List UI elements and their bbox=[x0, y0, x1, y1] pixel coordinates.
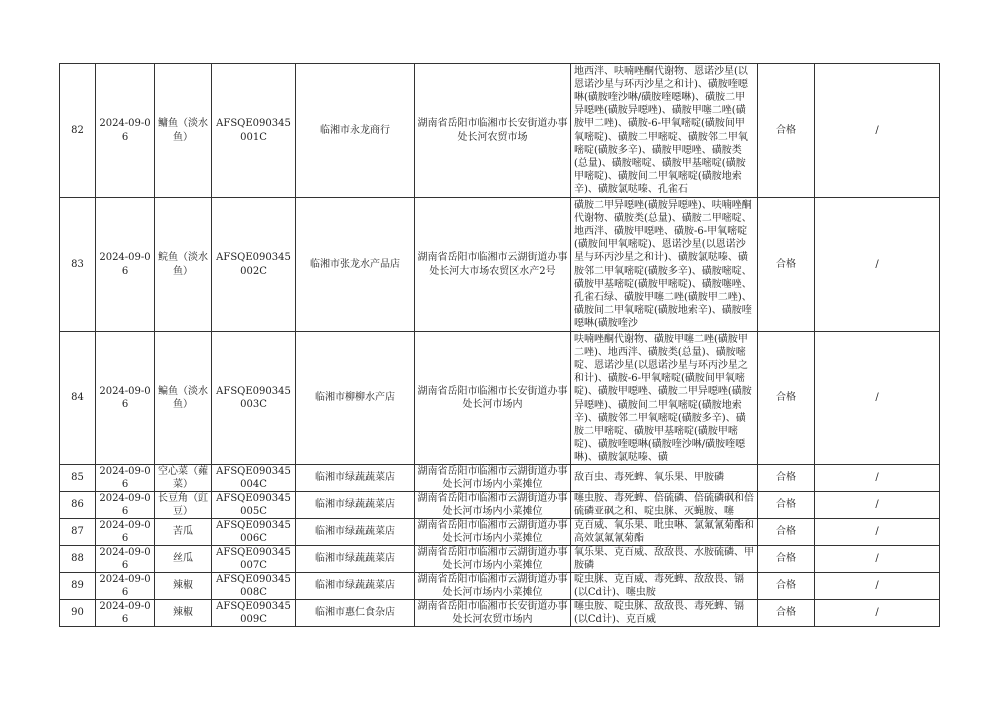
note-text: / bbox=[875, 124, 879, 136]
note-text: / bbox=[875, 580, 879, 592]
store-name-text: 临湘市绿蔬蔬菜店 bbox=[315, 472, 395, 484]
row-number-text: 86 bbox=[71, 499, 84, 511]
sample-date-text: 2024-09-06 bbox=[99, 252, 151, 277]
row-number-cell bbox=[60, 573, 96, 600]
sample-date-cell bbox=[96, 519, 155, 546]
row-number-text: 84 bbox=[71, 392, 84, 404]
sample-code-cell bbox=[212, 198, 296, 332]
sample-code-text: AFSQE090345001C bbox=[216, 118, 291, 143]
row-number-text: 83 bbox=[71, 258, 84, 270]
store-name-text: 临湘市柳柳水产店 bbox=[315, 392, 395, 404]
store-name-text: 临湘市张龙水产品店 bbox=[310, 258, 400, 270]
product-name-cell bbox=[155, 64, 212, 198]
sample-code-text: AFSQE090345009C bbox=[216, 601, 291, 626]
store-name-text: 临湘市永龙商行 bbox=[320, 124, 390, 136]
sample-date-cell bbox=[96, 573, 155, 600]
note-cell bbox=[815, 465, 940, 492]
test-items-text: 地西泮、呋喃唑酮代谢物、恩诺沙星(以恩诺沙星与环丙沙星之和计)、磺胺喹噁啉(磺胺喹沙啉/磺胺喹噁啉)、磺胺二甲异噁唑(磺胺异噁唑)、磺胺甲噻二唑(磺胺甲二唑)、磺胺-6-甲氧嘧啶(磺胺间甲氧嘧啶)、磺胺二甲嘧啶、磺胺邻二甲氧嘧啶(磺胺多辛)、磺胺甲噁唑、磺胺类(总量)、磺胺嘧啶、磺胺甲基嘧啶(磺胺甲嘧啶)、磺胺间二甲氧嘧啶(磺胺地索辛)、磺胺氯哒嗪、孔雀石 bbox=[574, 65, 748, 196]
sample-date-text: 2024-09-06 bbox=[99, 466, 151, 491]
sample-code-cell bbox=[212, 332, 296, 465]
product-name-cell bbox=[155, 492, 212, 519]
result-text: 合格 bbox=[776, 607, 796, 619]
product-name-cell bbox=[155, 600, 212, 627]
note-cell bbox=[815, 573, 940, 600]
test-items-text: 呋喃唑酮代谢物、磺胺甲噻二唑(磺胺甲二唑)、地西泮、磺胺类(总量)、磺胺嘧啶、恩诺沙星(以恩诺沙星与环丙沙星之和计)、磺胺-6-甲氧嘧啶(磺胺间甲氧嘧啶)、磺胺甲噁唑、磺胺二甲异噁唑(磺胺异噁唑)、磺胺间二甲氧嘧啶(磺胺地索辛)、磺胺邻二甲氧嘧啶(磺胺多辛)、磺胺二甲嘧啶、磺胺甲基嘧啶(磺胺甲嘧啶)、磺胺喹噁啉(磺胺喹沙啉/磺胺喹噁啉)、磺胺氯哒嗪、磺 bbox=[574, 333, 752, 464]
note-text: / bbox=[875, 526, 879, 538]
sample-date-text: 2024-09-06 bbox=[99, 118, 151, 143]
address-cell bbox=[415, 573, 571, 600]
sample-date-cell bbox=[96, 546, 155, 573]
sample-date-cell bbox=[96, 64, 155, 198]
test-items-cell bbox=[571, 332, 758, 465]
address-cell bbox=[415, 546, 571, 573]
result-text: 合格 bbox=[776, 392, 796, 404]
table-row bbox=[60, 573, 940, 600]
sample-date-cell bbox=[96, 332, 155, 465]
product-name-text: 鳊鱼（淡水鱼） bbox=[158, 385, 208, 410]
sample-code-cell bbox=[212, 519, 296, 546]
table-body bbox=[60, 64, 940, 627]
row-number-text: 89 bbox=[71, 580, 84, 592]
result-text: 合格 bbox=[776, 124, 796, 136]
store-name-cell bbox=[296, 332, 415, 465]
row-number-cell bbox=[60, 519, 96, 546]
sample-code-text: AFSQE090345005C bbox=[216, 493, 291, 518]
table-row bbox=[60, 332, 940, 465]
test-items-cell bbox=[571, 573, 758, 600]
address-text: 湖南省岳阳市临湘市云湖街道办事处长河市场内小菜摊位 bbox=[417, 466, 568, 491]
row-number-cell bbox=[60, 332, 96, 465]
row-number-text: 87 bbox=[71, 526, 84, 538]
address-cell bbox=[415, 64, 571, 198]
note-cell bbox=[815, 198, 940, 332]
row-number-cell bbox=[60, 492, 96, 519]
sample-code-cell bbox=[212, 546, 296, 573]
address-text: 湖南省岳阳市临湘市云湖街道办事处长河市场内小菜摊位 bbox=[417, 520, 568, 545]
result-text: 合格 bbox=[776, 258, 796, 270]
product-name-text: 辣椒 bbox=[173, 607, 193, 619]
product-name-text: 鳙鱼（淡水鱼） bbox=[158, 118, 208, 143]
store-name-cell bbox=[296, 600, 415, 627]
test-items-cell bbox=[571, 198, 758, 332]
sample-code-cell bbox=[212, 600, 296, 627]
store-name-text: 临湘市惠仁食杂店 bbox=[315, 607, 395, 619]
result-cell bbox=[758, 600, 815, 627]
address-cell bbox=[415, 198, 571, 332]
store-name-text: 临湘市绿蔬蔬菜店 bbox=[315, 553, 395, 565]
address-cell bbox=[415, 492, 571, 519]
sample-date-text: 2024-09-06 bbox=[99, 574, 151, 599]
result-text: 合格 bbox=[776, 499, 796, 511]
table-row bbox=[60, 465, 940, 492]
test-items-cell bbox=[571, 519, 758, 546]
sample-date-text: 2024-09-06 bbox=[99, 601, 151, 626]
sample-date-text: 2024-09-06 bbox=[99, 493, 151, 518]
store-name-cell bbox=[296, 519, 415, 546]
sample-code-cell bbox=[212, 573, 296, 600]
address-cell bbox=[415, 600, 571, 627]
store-name-cell bbox=[296, 465, 415, 492]
product-name-text: 苦瓜 bbox=[173, 526, 193, 538]
sample-code-text: AFSQE090345004C bbox=[216, 466, 291, 491]
table-row bbox=[60, 600, 940, 627]
product-name-cell bbox=[155, 573, 212, 600]
product-name-text: 空心菜（蕹菜） bbox=[158, 466, 208, 491]
product-name-cell bbox=[155, 465, 212, 492]
test-items-text: 敌百虫、毒死蜱、氧乐果、甲胺磷 bbox=[574, 472, 724, 484]
note-text: / bbox=[875, 258, 879, 270]
result-cell bbox=[758, 198, 815, 332]
sample-code-text: AFSQE090345006C bbox=[216, 520, 291, 545]
note-cell bbox=[815, 519, 940, 546]
test-items-text: 噻虫胺、啶虫脒、敌敌畏、毒死蜱、镉(以Cd计)、克百威 bbox=[574, 601, 744, 626]
note-cell bbox=[815, 600, 940, 627]
test-items-text: 氧乐果、克百威、敌敌畏、水胺硫磷、甲胺磷 bbox=[574, 547, 754, 572]
test-items-cell bbox=[571, 546, 758, 573]
product-name-cell bbox=[155, 332, 212, 465]
table-row bbox=[60, 519, 940, 546]
address-text: 湖南省岳阳市临湘市云湖街道办事处长河市场内小菜摊位 bbox=[417, 493, 568, 518]
row-number-text: 90 bbox=[71, 607, 84, 619]
note-cell bbox=[815, 64, 940, 198]
sample-code-text: AFSQE090345002C bbox=[216, 252, 291, 277]
product-name-cell bbox=[155, 519, 212, 546]
address-cell bbox=[415, 465, 571, 492]
store-name-text: 临湘市绿蔬蔬菜店 bbox=[315, 526, 395, 538]
result-cell bbox=[758, 546, 815, 573]
address-text: 湖南省岳阳市临湘市云湖街道办事处长河大市场农贸区水产2号 bbox=[417, 252, 568, 277]
product-name-text: 丝瓜 bbox=[173, 553, 193, 565]
sample-date-text: 2024-09-06 bbox=[99, 385, 151, 410]
sample-date-cell bbox=[96, 492, 155, 519]
test-items-cell bbox=[571, 492, 758, 519]
row-number-text: 82 bbox=[71, 124, 84, 136]
sample-date-cell bbox=[96, 465, 155, 492]
test-items-cell bbox=[571, 465, 758, 492]
note-text: / bbox=[875, 392, 879, 404]
sample-code-text: AFSQE090345007C bbox=[216, 547, 291, 572]
row-number-cell bbox=[60, 600, 96, 627]
product-name-text: 辣椒 bbox=[173, 580, 193, 592]
table-row bbox=[60, 198, 940, 332]
note-cell bbox=[815, 546, 940, 573]
sample-code-text: AFSQE090345003C bbox=[216, 385, 291, 410]
sample-code-cell bbox=[212, 465, 296, 492]
result-text: 合格 bbox=[776, 580, 796, 592]
store-name-cell bbox=[296, 546, 415, 573]
sample-date-cell bbox=[96, 198, 155, 332]
result-text: 合格 bbox=[776, 472, 796, 484]
test-items-text: 啶虫脒、克百威、毒死蜱、敌敌畏、镉(以Cd计)、噻虫胺 bbox=[574, 574, 744, 599]
note-cell bbox=[815, 492, 940, 519]
address-cell bbox=[415, 519, 571, 546]
row-number-cell bbox=[60, 465, 96, 492]
test-items-text: 磺胺二甲异噁唑(磺胺异噁唑)、呋喃唑酮代谢物、磺胺类(总量)、磺胺二甲嘧啶、地西泮、磺胺甲噁唑、磺胺-6-甲氧嘧啶(磺胺间甲氧嘧啶)、恩诺沙星(以恩诺沙星与环丙沙星之和计)、磺胺氯哒嗪、磺胺邻二甲氧嘧啶(磺胺多辛)、磺胺嘧啶、磺胺甲基嘧啶(磺胺甲嘧啶)、磺胺噻唑、孔雀石绿、磺胺甲噻二唑(磺胺甲二唑)、磺胺间二甲氧嘧啶(磺胺地索辛)、磺胺喹噁啉(磺胺喹沙 bbox=[574, 199, 752, 330]
address-text: 湖南省岳阳市临湘市长安街道办事处长河农贸市场内 bbox=[417, 601, 568, 626]
store-name-text: 临湘市绿蔬蔬菜店 bbox=[315, 499, 395, 511]
note-text: / bbox=[875, 607, 879, 619]
note-cell bbox=[815, 332, 940, 465]
address-cell bbox=[415, 332, 571, 465]
result-cell bbox=[758, 465, 815, 492]
sample-code-text: AFSQE090345008C bbox=[216, 574, 291, 599]
store-name-text: 临湘市绿蔬蔬菜店 bbox=[315, 580, 395, 592]
note-text: / bbox=[875, 472, 879, 484]
row-number-cell bbox=[60, 546, 96, 573]
address-text: 湖南省岳阳市临湘市长安街道办事处长河市场内 bbox=[417, 385, 568, 410]
result-cell bbox=[758, 332, 815, 465]
result-cell bbox=[758, 492, 815, 519]
note-text: / bbox=[875, 553, 879, 565]
table-row bbox=[60, 492, 940, 519]
product-name-text: 长豆角（豇豆） bbox=[158, 493, 208, 518]
row-number-cell bbox=[60, 64, 96, 198]
product-name-cell bbox=[155, 198, 212, 332]
result-text: 合格 bbox=[776, 526, 796, 538]
product-name-cell bbox=[155, 546, 212, 573]
store-name-cell bbox=[296, 198, 415, 332]
test-items-text: 克百威、氧乐果、吡虫啉、氯氟氰菊酯和高效氯氟氰菊酯 bbox=[574, 520, 754, 545]
result-cell bbox=[758, 64, 815, 198]
result-text: 合格 bbox=[776, 553, 796, 565]
result-cell bbox=[758, 519, 815, 546]
row-number-cell bbox=[60, 198, 96, 332]
test-items-text: 噻虫胺、毒死蜱、倍硫磷、倍硫磷砜和倍硫磷亚砜之和、啶虫脒、灭蝇胺、噻 bbox=[574, 493, 754, 518]
product-name-text: 鲩鱼（淡水鱼） bbox=[158, 252, 208, 277]
store-name-cell bbox=[296, 492, 415, 519]
address-text: 湖南省岳阳市临湘市云湖街道办事处长河市场内小菜摊位 bbox=[417, 547, 568, 572]
result-cell bbox=[758, 573, 815, 600]
address-text: 湖南省岳阳市临湘市长安街道办事处长河农贸市场 bbox=[417, 118, 568, 143]
test-items-cell bbox=[571, 64, 758, 198]
sample-code-cell bbox=[212, 492, 296, 519]
sample-date-text: 2024-09-06 bbox=[99, 547, 151, 572]
sample-date-cell bbox=[96, 600, 155, 627]
sample-code-cell bbox=[212, 64, 296, 198]
address-text: 湖南省岳阳市临湘市云湖街道办事处长河市场内小菜摊位 bbox=[417, 574, 568, 599]
inspection-results-table bbox=[59, 63, 940, 627]
row-number-text: 88 bbox=[71, 553, 84, 565]
store-name-cell bbox=[296, 64, 415, 198]
note-text: / bbox=[875, 499, 879, 511]
store-name-cell bbox=[296, 573, 415, 600]
test-items-cell bbox=[571, 600, 758, 627]
table-row bbox=[60, 546, 940, 573]
row-number-text: 85 bbox=[71, 472, 84, 484]
sample-date-text: 2024-09-06 bbox=[99, 520, 151, 545]
table-row bbox=[60, 64, 940, 198]
